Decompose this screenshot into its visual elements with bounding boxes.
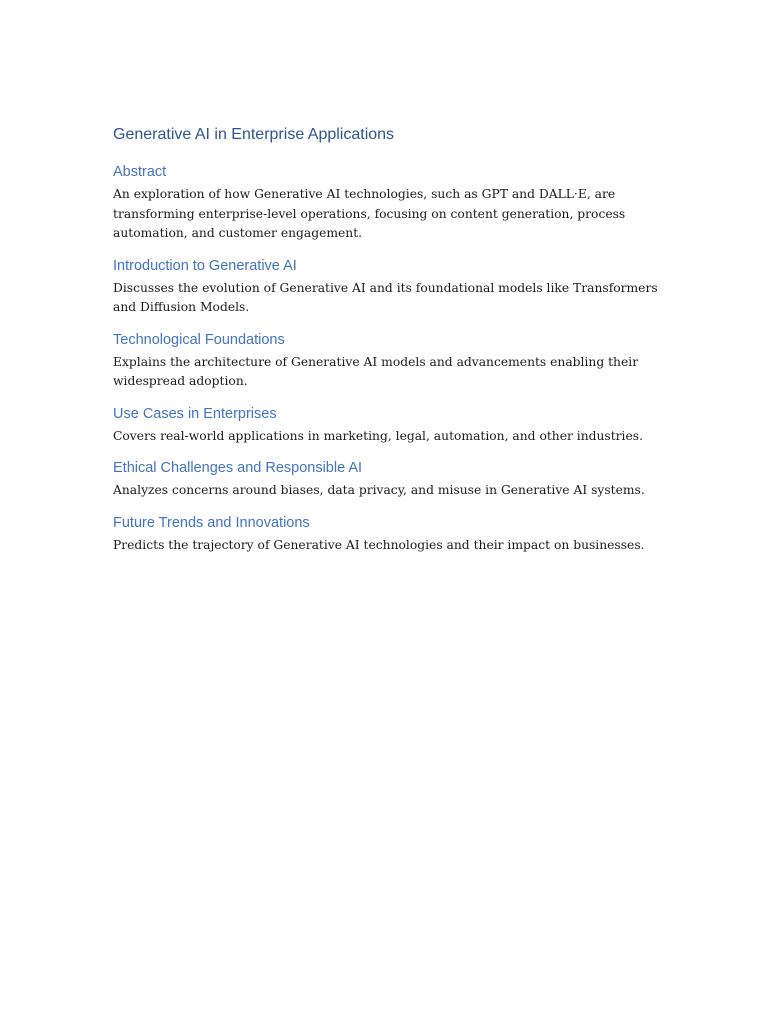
section-body: Analyzes concerns around biases, data privacy, and misuse in Generative AI systems. (113, 483, 645, 497)
section-future-trends (113, 513, 673, 556)
section-heading: Abstract (113, 164, 167, 180)
section-abstract (113, 162, 673, 244)
section-body: An exploration of how Generative AI technologies, such as GPT and DALL·E, are transforming enterprise-level operations, focusing on content generation, process automation, and customer engagement. (113, 187, 626, 240)
section-body: Predicts the trajectory of Generative AI technologies and their impact on businesses. (113, 537, 645, 552)
section-body: Covers real-world applications in marketing, legal, automation, and other industries. (113, 428, 643, 443)
section-body: Explains the architecture of Generative AI models and advancements enabling their widespread adoption. (113, 354, 639, 388)
document-title: Generative AI in Enterprise Applications (113, 126, 395, 143)
section-technological-foundations (113, 330, 673, 392)
section-heading: Use Cases in Enterprises (113, 405, 277, 422)
section-heading: Future Trends and Innovations (113, 514, 310, 531)
section-heading: Ethical Challenges and Responsible AI (113, 460, 363, 476)
section-heading: Technological Foundations (113, 331, 285, 348)
section-use-cases (113, 404, 673, 447)
section-ethical-challenges (113, 458, 673, 501)
document-page (113, 124, 673, 567)
section-body: Discusses the evolution of Generative AI and its foundational models like Transformers and Diffusion Models. (113, 280, 658, 314)
section-introduction (113, 256, 673, 318)
section-heading: Introduction to Generative AI (113, 257, 297, 274)
